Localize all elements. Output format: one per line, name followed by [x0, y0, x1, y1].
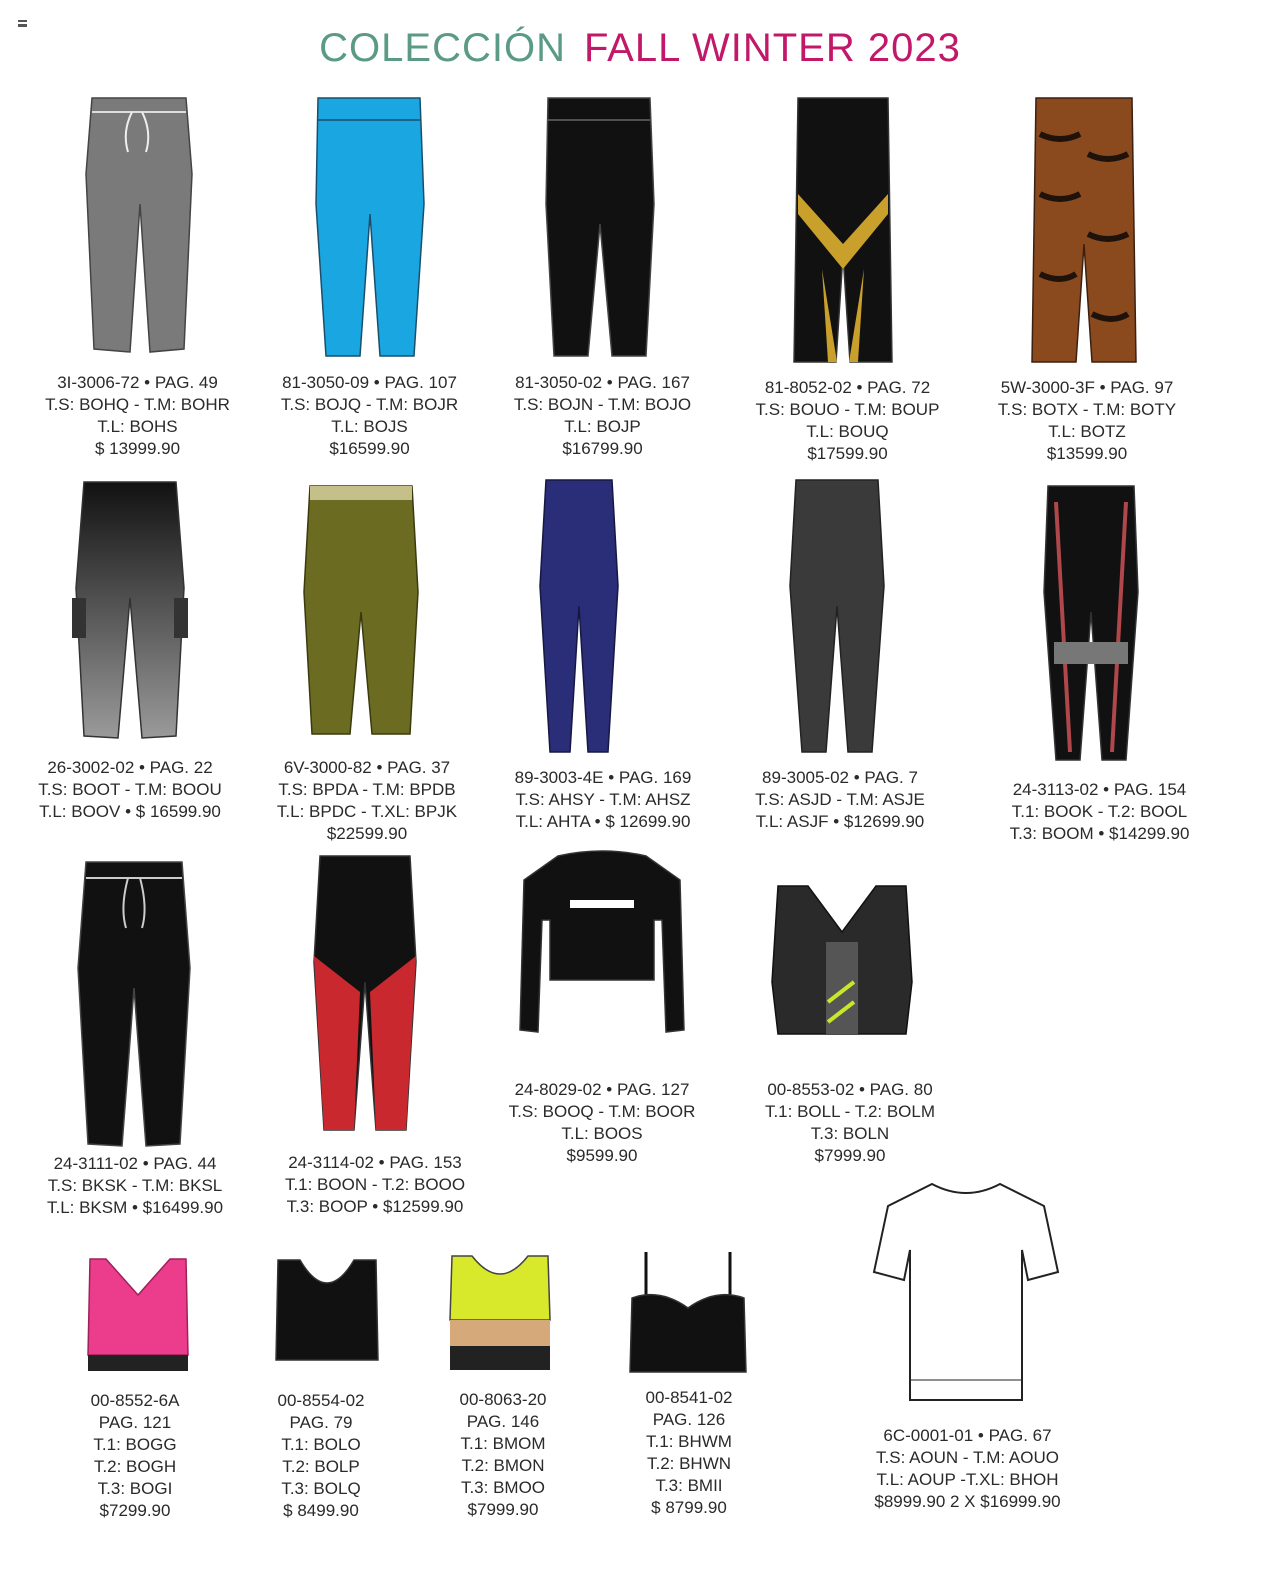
product-caption [25, 757, 235, 823]
product-page: PAG. 146 [466, 1412, 540, 1431]
product-sizes: T.S: AOUN - T.M: AOUO [876, 1448, 1059, 1467]
product-sizes: T.S: BPDA - T.M: BPDB [278, 780, 456, 799]
product-code: 6V-3000-82 • PAG. 37 [283, 758, 451, 777]
product-sizes: T.1: BOON - T.2: BOOO [284, 1175, 466, 1194]
black-pants-illustration [540, 94, 658, 364]
black-gray-cargo-jogger-illustration [70, 478, 190, 748]
product-sizes: T.2: BMON [461, 1456, 545, 1475]
product-code: 00-8552-6A [90, 1391, 180, 1410]
product-sizes: T.S: ASJD - T.M: ASJE [755, 790, 925, 809]
pink-sports-bra-illustration [84, 1255, 192, 1375]
product-caption [270, 1152, 480, 1218]
product-page: PAG. 121 [98, 1413, 172, 1432]
product-page: PAG. 79 [289, 1413, 353, 1432]
product-sizes: T.1: BMOM [460, 1434, 546, 1453]
product-code: 00-8541-02 [645, 1388, 733, 1407]
product-price: T.L: BKSM • $16499.90 [46, 1198, 224, 1217]
product-price: $9599.90 [566, 1146, 638, 1165]
gray-jogger-pants-illustration [80, 94, 198, 364]
product-price: $ 8499.90 [283, 1501, 359, 1520]
product-caption [30, 1153, 240, 1219]
yellow-sports-bra-illustration [446, 1252, 554, 1372]
product-sizes: T.L: BOJS [331, 417, 408, 436]
product-price: T.L: BOOV • $ 16599.90 [39, 802, 221, 821]
product-code: 00-8553-02 • PAG. 80 [767, 1080, 933, 1099]
product-sizes: T.S: BOOQ - T.M: BOOR [508, 1102, 696, 1121]
product-caption [850, 1425, 1085, 1513]
olive-cargo-pants-illustration [300, 482, 422, 742]
product-caption [497, 1079, 707, 1167]
product-sizes: T.2: BHWN [646, 1454, 732, 1473]
product-caption [982, 377, 1192, 465]
product-code: 24-3114-02 • PAG. 153 [288, 1153, 462, 1172]
product-code: 5W-3000-3F • PAG. 97 [1000, 378, 1174, 397]
product-code: 6C-0001-01 • PAG. 67 [883, 1426, 1052, 1445]
navy-leggings-illustration [538, 476, 620, 756]
black-sports-bra-illustration [768, 882, 916, 1040]
product-code: 89-3005-02 • PAG. 7 [762, 768, 918, 787]
product-caption [60, 1390, 210, 1522]
product-price: T.3: BOOM • $14299.90 [1009, 824, 1190, 843]
product-sizes: T.2: BOLP [282, 1457, 360, 1476]
product-price: T.L: AHTA • $ 12699.90 [515, 812, 691, 831]
gray-denim-leggings-illustration [786, 476, 888, 756]
product-sizes: T.L: BOJP [564, 417, 641, 436]
product-sizes: T.3: BOLQ [281, 1479, 361, 1498]
product-sizes: T.L: AOUP -T.XL: BHOH [876, 1470, 1059, 1489]
product-price: $7299.90 [99, 1501, 171, 1520]
product-price: $7999.90 [467, 1500, 539, 1519]
product-page: PAG. 126 [652, 1410, 726, 1429]
black-jogger-pants-illustration [74, 858, 194, 1150]
product-code: 81-3050-09 • PAG. 107 [282, 373, 457, 392]
page-title [0, 26, 1280, 71]
black-racerback-bra-illustration [272, 1256, 382, 1366]
product-price: $22599.90 [326, 824, 408, 843]
product-caption [614, 1387, 764, 1519]
product-code: 81-3050-02 • PAG. 167 [515, 373, 690, 392]
product-sizes: T.S: BOUO - T.M: BOUP [755, 400, 940, 419]
product-sizes: T.3: BMII [655, 1476, 723, 1495]
black-crop-top-illustration [518, 850, 686, 1040]
title-collection: COLECCIÓN [319, 26, 566, 70]
product-caption [35, 372, 240, 460]
product-caption [428, 1389, 578, 1521]
product-price: $17599.90 [807, 444, 888, 463]
product-sizes: T.3: BOLN [810, 1124, 890, 1143]
black-red-leggings-illustration [310, 852, 420, 1134]
product-sizes: T.S: AHSY - T.M: AHSZ [515, 790, 691, 809]
title-season: FALL WINTER 2023 [583, 26, 961, 70]
product-sizes: T.S: BOHQ - T.M: BOHR [45, 395, 230, 414]
product-caption [745, 377, 950, 465]
black-strappy-bra-illustration [626, 1248, 750, 1378]
product-sizes: T.L: BPDC - T.XL: BPJK [276, 802, 458, 821]
product-price: T.3: BOOP • $12599.90 [286, 1197, 464, 1216]
product-caption [745, 1079, 955, 1167]
product-sizes: T.S: BOOT - T.M: BOOU [38, 780, 222, 799]
product-caption [246, 1390, 396, 1522]
product-caption [267, 372, 472, 460]
product-code: 24-8029-02 • PAG. 127 [514, 1080, 690, 1099]
product-code: 89-3003-4E • PAG. 169 [514, 768, 692, 787]
product-code: 24-3111-02 • PAG. 44 [53, 1154, 217, 1173]
product-caption [498, 767, 708, 833]
striped-leggings-illustration [1040, 482, 1142, 764]
product-sizes: T.L: BOOS [561, 1124, 643, 1143]
product-caption [992, 779, 1207, 845]
product-sizes: T.S: BOJN - T.M: BOJO [513, 395, 692, 414]
product-price: T.L: ASJF • $12699.90 [755, 812, 925, 831]
black-gold-pants-illustration [792, 94, 894, 366]
product-code: 81-8052-02 • PAG. 72 [764, 378, 931, 397]
product-caption [500, 372, 705, 460]
product-sizes: T.1: BOLO [281, 1435, 361, 1454]
product-price: $16799.90 [562, 439, 643, 458]
product-price: $8999.90 2 X $16999.90 [874, 1492, 1061, 1511]
product-sizes: T.L: BOTZ [1048, 422, 1126, 441]
product-caption [735, 767, 945, 833]
product-caption [262, 757, 472, 845]
product-sizes: T.L: BOHS [97, 417, 178, 436]
product-sizes: T.3: BMOO [460, 1478, 546, 1497]
product-price: $16599.90 [329, 439, 410, 458]
product-code: 26-3002-02 • PAG. 22 [47, 758, 213, 777]
white-tshirt-illustration [872, 1180, 1060, 1410]
blue-cargo-pants-illustration [310, 94, 428, 364]
product-sizes: T.1: BHWM [646, 1432, 732, 1451]
product-code: 3I-3006-72 • PAG. 49 [57, 373, 218, 392]
product-sizes: T.L: BOUQ [806, 422, 889, 441]
product-sizes: T.S: BOTX - T.M: BOTY [997, 400, 1177, 419]
product-price: $13599.90 [1046, 444, 1128, 463]
product-sizes: T.1: BOGG [93, 1435, 177, 1454]
product-price: $ 13999.90 [94, 439, 181, 458]
product-code: 24-3113-02 • PAG. 154 [1012, 780, 1187, 799]
product-price: $ 8799.90 [651, 1498, 727, 1517]
product-sizes: T.1: BOLL - T.2: BOLM [764, 1102, 936, 1121]
product-code: 00-8063-20 [459, 1390, 547, 1409]
product-sizes: T.S: BKSK - T.M: BKSL [47, 1176, 223, 1195]
product-sizes: T.3: BOGI [97, 1479, 173, 1498]
product-price: $7999.90 [814, 1146, 886, 1165]
product-code: 00-8554-02 [277, 1391, 365, 1410]
product-sizes: T.S: BOJQ - T.M: BOJR [280, 395, 459, 414]
product-sizes: T.1: BOOK - T.2: BOOL [1011, 802, 1188, 821]
tiger-print-pants-illustration [1030, 94, 1138, 366]
product-sizes: T.2: BOGH [93, 1457, 177, 1476]
